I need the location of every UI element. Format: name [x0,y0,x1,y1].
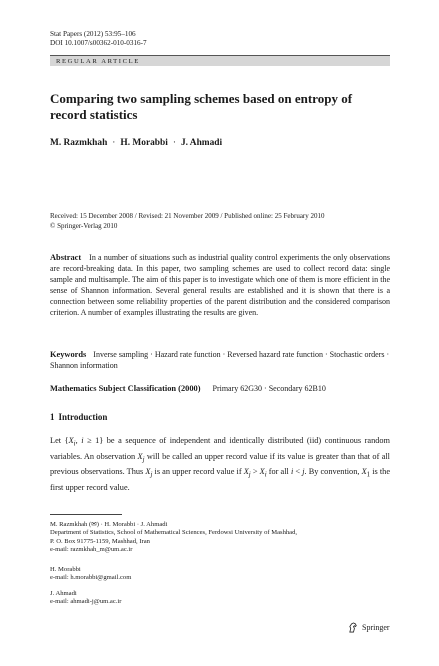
abstract [50,252,390,318]
intro-text: ≥ 1} be a sequence of independent and identically distributed (iid) continuous random variables. An observation [50,436,390,461]
journal-citation: Stat Papers (2012) 53:95–106 [50,30,136,38]
math-sub: j [248,471,251,479]
math-sub: i [73,440,76,448]
msc-text: Primary 62G30 · Secondary 62B10 [212,384,326,393]
intro-text: , [75,436,82,445]
math-var: i [290,467,294,477]
publisher-name: Springer [362,623,390,632]
footnote-line: M. Razmkhah (✉) · H. Morabbi · J. Ahmadi [50,521,168,528]
email-link[interactable]: e-mail: h.morabbi@gmail.com [50,574,132,582]
keywords-label: Keywords [50,350,87,359]
footnote-divider [50,514,122,515]
math-var: X [145,467,151,477]
footnote-affiliation [50,521,390,555]
dates-line: Received: 15 December 2008 / Revised: 21 November 2009 / Published online: 25 February 2010 [50,212,325,220]
footnote-line: Department of Statistics, School of Mathematical Sciences, Ferdowsi University of Mashhad, [50,529,298,537]
publication-dates [50,212,395,231]
abstract-label: Abstract [50,253,82,262]
email-link[interactable]: e-mail: ahmadi-j@um.ac.ir [50,598,122,606]
section-title: Introduction [58,412,108,422]
intro-text: . By convention, [304,467,362,477]
intro-text: will be called an upper record value if its value is greater than that of all previous observations. Thus [50,451,390,477]
intro-text: for all [266,467,291,477]
journal-header [50,30,147,48]
article-type-banner: REGULAR ARTICLE [50,55,390,66]
math-var: X [137,451,143,461]
paper-title: Comparing two sampling schemes based on entropy of record statistics [50,91,353,122]
intro-paragraph [50,435,390,494]
intro-text: is the first upper record value. [50,467,391,492]
doi: DOI 10.1007/s00362-010-0316-7 [50,39,147,48]
keywords [50,349,390,371]
intro-text: < [293,467,303,477]
math-sub: i [264,471,267,479]
publisher-logo [348,622,390,633]
footnote-author-2 [50,566,390,583]
footnote-line: J. Ahmadi [50,590,77,597]
math-var: X [68,436,74,445]
msc-label: Mathematics Subject Classification (2000) [50,384,201,393]
section-number: 1 [50,412,55,422]
springer-horse-icon [348,622,359,633]
abstract-text: In a number of situations such as industrial quality control experiments the only observations are record-breaking data. In this paper, two sampling schemes are used to collect record data: single sample and multisample. The aim of this paper is to investigate which one of them is more efficient in the sense of Shannon information. Several general results are established and it is shown that there is a connection between some reliability properties of the parent distribution and the considered comparison criterion. A number of examples illustrating the results are given. [50,253,390,317]
keywords-text: Inverse sampling · Hazard rate function · Reversed hazard rate function · Stochastic orders · Shannon information [50,350,390,370]
author-separator: · [112,138,116,148]
section-heading [50,412,111,422]
math-var: X [243,467,249,477]
math-sub: j [142,456,145,464]
math-var: i [81,436,84,445]
math-var: j [302,467,305,477]
intro-text: is an upper record value if [152,467,244,477]
footnote-line: H. Morabbi [50,566,81,573]
math-var: X [361,467,367,477]
msc-classification [50,383,390,394]
email-link[interactable]: e-mail: razmkhah_m@um.ac.ir [50,546,133,554]
author-name: M. Razmkhah [50,138,108,148]
author-separator: · [172,138,176,148]
math-sub: j [150,471,153,479]
math-var: X [259,467,265,477]
author-name: H. Morabbi [120,138,168,148]
math-sub: 1 [366,471,371,479]
copyright-line: © Springer-Verlag 2010 [50,221,118,230]
intro-text: > [250,467,260,477]
footnote-line: P. O. Box 91775-1159, Mashhad, Iran [50,537,150,545]
footnote-author-3 [50,590,390,607]
author-list [50,138,222,148]
author-name: J. Ahmadi [180,138,223,148]
intro-text: Let { [50,436,69,445]
